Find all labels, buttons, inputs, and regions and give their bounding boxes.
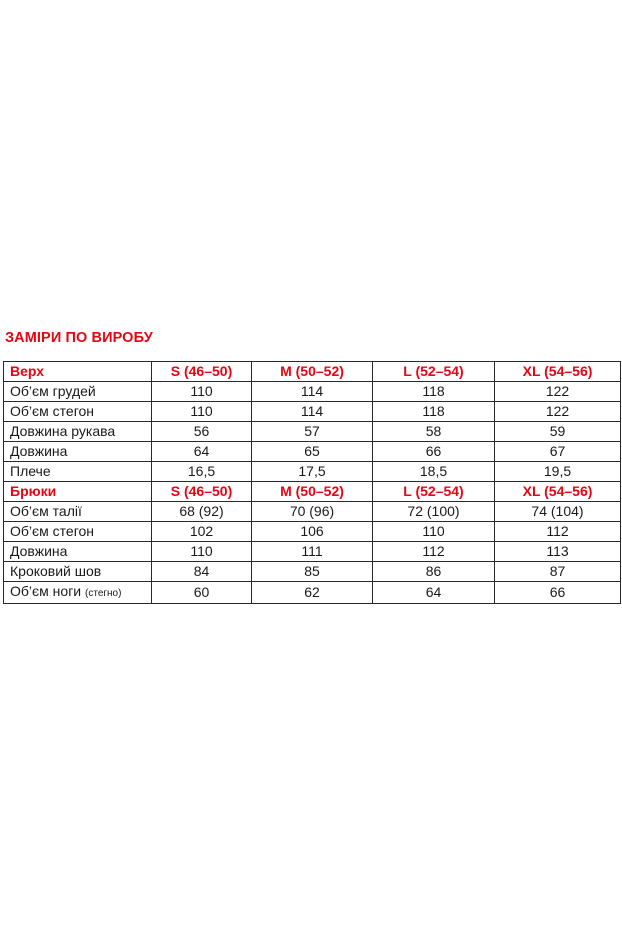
- row-label: Довжина рукава: [4, 422, 152, 442]
- row-label: Плече: [4, 462, 152, 482]
- row-label: Кроковий шов: [4, 562, 152, 582]
- section-header-pants: [4, 482, 621, 502]
- row-label: Об’єм талії: [4, 502, 152, 522]
- cell-value: 111: [252, 542, 373, 562]
- cell-value: 102: [152, 522, 252, 542]
- cell-value: 110: [373, 522, 495, 542]
- cell-value: 110: [152, 402, 252, 422]
- table-row: [4, 522, 621, 542]
- cell-value: 68 (92): [152, 502, 252, 522]
- cell-value: 60: [152, 582, 252, 604]
- cell-value: 64: [152, 442, 252, 462]
- cell-value: 122: [495, 402, 621, 422]
- cell-value: 86: [373, 562, 495, 582]
- cell-value: 110: [152, 542, 252, 562]
- size-chart-table: [3, 361, 621, 604]
- cell-value: 67: [495, 442, 621, 462]
- row-label-note: (стегно): [85, 588, 122, 599]
- table-row: [4, 582, 621, 604]
- cell-value: 72 (100): [373, 502, 495, 522]
- cell-value: 59: [495, 422, 621, 442]
- cell-value: 70 (96): [252, 502, 373, 522]
- table-row: [4, 422, 621, 442]
- cell-value: 106: [252, 522, 373, 542]
- row-label: Об’єм стегон: [4, 402, 152, 422]
- size-header: M (50–52): [252, 482, 373, 502]
- cell-value: 110: [152, 382, 252, 402]
- cell-value: 16,5: [152, 462, 252, 482]
- cell-value: 112: [495, 522, 621, 542]
- size-header: L (52–54): [373, 362, 495, 382]
- row-label: [4, 582, 152, 604]
- row-label-text: Об’єм ноги: [10, 583, 82, 599]
- table-row: [4, 442, 621, 462]
- cell-value: 85: [252, 562, 373, 582]
- cell-value: 57: [252, 422, 373, 442]
- cell-value: 66: [373, 442, 495, 462]
- section-title-top: Верх: [4, 362, 152, 382]
- row-label: Об’єм стегон: [4, 522, 152, 542]
- cell-value: 84: [152, 562, 252, 582]
- table-row: [4, 382, 621, 402]
- cell-value: 58: [373, 422, 495, 442]
- cell-value: 64: [373, 582, 495, 604]
- cell-value: 17,5: [252, 462, 373, 482]
- row-label: Довжина: [4, 442, 152, 462]
- size-header: M (50–52): [252, 362, 373, 382]
- cell-value: 114: [252, 402, 373, 422]
- size-header: XL (54–56): [495, 482, 621, 502]
- table-row: [4, 502, 621, 522]
- cell-value: 112: [373, 542, 495, 562]
- cell-value: 118: [373, 382, 495, 402]
- cell-value: 19,5: [495, 462, 621, 482]
- size-header: S (46–50): [152, 482, 252, 502]
- cell-value: 18,5: [373, 462, 495, 482]
- row-label: Об’єм грудей: [4, 382, 152, 402]
- cell-value: 65: [252, 442, 373, 462]
- table-row: [4, 402, 621, 422]
- section-header-top: [4, 362, 621, 382]
- cell-value: 74 (104): [495, 502, 621, 522]
- table-row: [4, 542, 621, 562]
- cell-value: 118: [373, 402, 495, 422]
- cell-value: 113: [495, 542, 621, 562]
- cell-value: 87: [495, 562, 621, 582]
- size-header: L (52–54): [373, 482, 495, 502]
- table-row: [4, 462, 621, 482]
- page-title: ЗАМІРИ ПО ВИРОБУ: [5, 330, 153, 346]
- cell-value: 62: [252, 582, 373, 604]
- cell-value: 122: [495, 382, 621, 402]
- row-label: Довжина: [4, 542, 152, 562]
- cell-value: 56: [152, 422, 252, 442]
- size-header: XL (54–56): [495, 362, 621, 382]
- size-header: S (46–50): [152, 362, 252, 382]
- section-title-pants: Брюки: [4, 482, 152, 502]
- cell-value: 114: [252, 382, 373, 402]
- cell-value: 66: [495, 582, 621, 604]
- table-row: [4, 562, 621, 582]
